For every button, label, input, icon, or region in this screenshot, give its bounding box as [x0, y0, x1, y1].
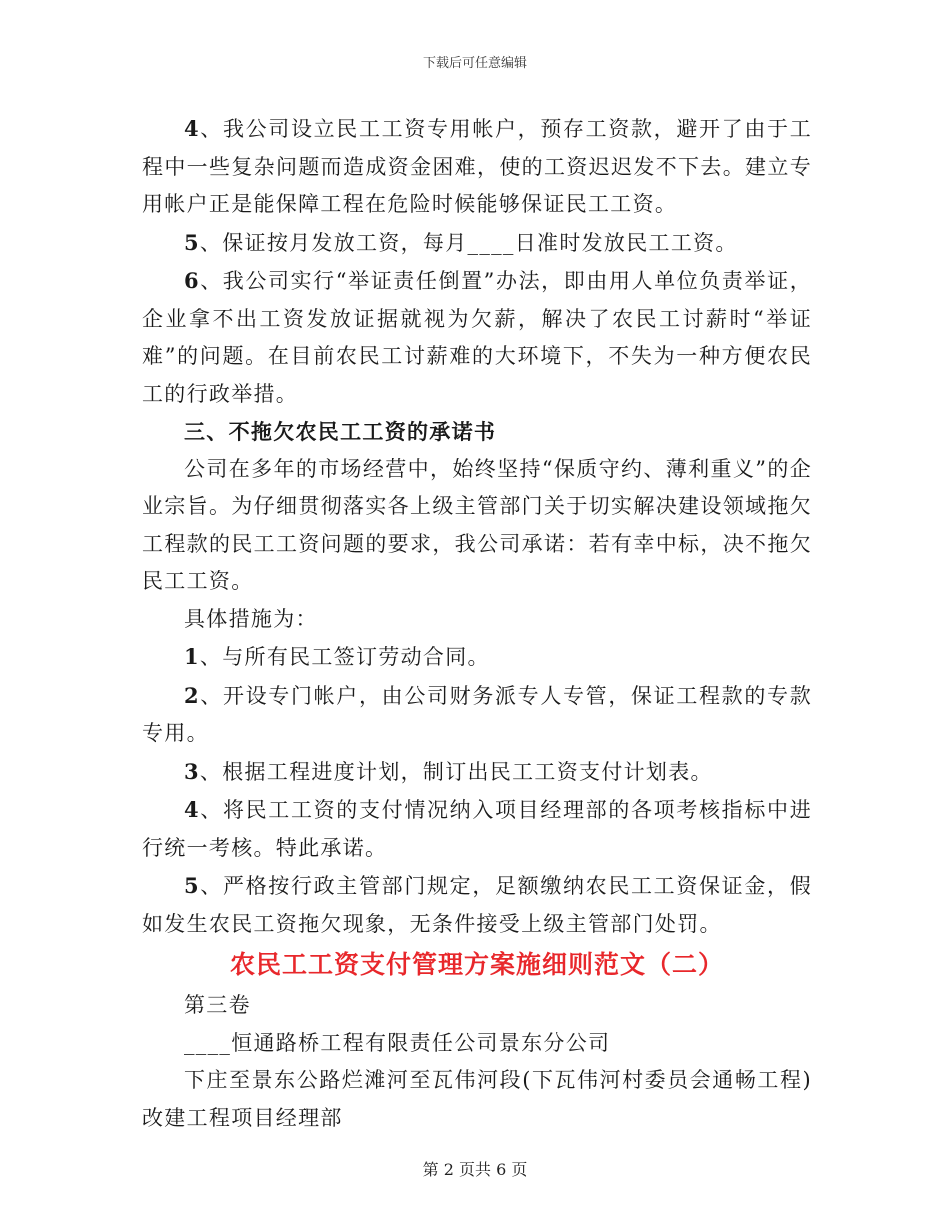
section-title: 农民工工资支付管理方案施细则范文（二）: [229, 950, 724, 979]
measure-text: 、将民工工资的支付情况纳入项目经理部的各项考核指标中进行统一考核。特此承诺。: [142, 798, 812, 860]
page-header: 下载后可任意编辑: [422, 56, 527, 71]
measure-2: [142, 677, 812, 753]
measure-text: 、与所有民工签订劳动合同。: [199, 645, 490, 669]
project-name: 下庄至景东公路烂滩河至瓦伟河段(下瓦伟河村委员会通畅工程)改建工程项目经理部: [142, 1068, 812, 1130]
item-number: 4: [184, 797, 200, 822]
paragraph-5: [142, 224, 812, 263]
company-name: ____恒通路桥工程有限责任公司景东分公司: [184, 1030, 611, 1055]
volume-label: 第三卷: [184, 993, 251, 1017]
measure-text: 、根据工程进度计划，制订出民工工资支付计划表。: [199, 759, 713, 784]
item-number: 5: [184, 873, 200, 898]
item-number: 2: [184, 682, 200, 708]
paragraph-4: [142, 110, 812, 224]
measure-text: 、开设专门帐户，由公司财务派专人专管，保证工程款的专款专用。: [142, 683, 812, 745]
document-body: [142, 110, 812, 1137]
paragraph-6: [142, 262, 812, 413]
item-number: 4: [184, 116, 200, 141]
measure-4: [142, 791, 812, 867]
section-heading: 三、不拖欠农民工工资的承诺书: [184, 419, 497, 444]
item-number: 3: [184, 758, 200, 784]
measures-intro: 具体措施为：: [184, 606, 318, 631]
item-number: 1: [184, 644, 200, 669]
paragraph-text: 、保证按月发放工资，每月____日准时发放民工工资。: [199, 230, 738, 255]
paragraph-text: 、我公司设立民工工资专用帐户，预存工资款，避开了由于工程中一些复杂问题而造成资金困难，使的工资迟迟发不下去。建立专用帐户正是能保障工程在危险时候能够保证民工工资。: [142, 117, 812, 216]
commitment-paragraph: 公司在多年的市场经营中，始终坚持“保质守约、薄利重义”的企业宗旨。为仔细贯彻落实各上级主管部门关于切实解决建设领域拖欠工程款的民工工资问题的要求，我公司承诺：若有幸中标，决不拖欠民工工资。: [142, 456, 812, 593]
item-number: 6: [184, 268, 200, 293]
paragraph-text: 、我公司实行“举证责任倒置”办法，即由用人单位负责举证，企业拿不出工资发放证据就视为欠薪，解决了农民工讨薪时“举证难”的问题。在目前农民工讨薪难的大环境下，不失为一种方便农民工的行政举措。: [142, 269, 812, 406]
item-number: 5: [184, 229, 200, 255]
page-footer: 第 2 页共 6 页: [422, 1160, 528, 1179]
measure-5: [142, 867, 812, 943]
measure-3: [142, 753, 812, 792]
measure-text: 、严格按行政主管部门规定，足额缴纳农民工工资保证金，假如发生农民工资拖欠现象，无条件接受上级主管部门处罚。: [142, 874, 812, 936]
measure-1: [142, 638, 812, 677]
